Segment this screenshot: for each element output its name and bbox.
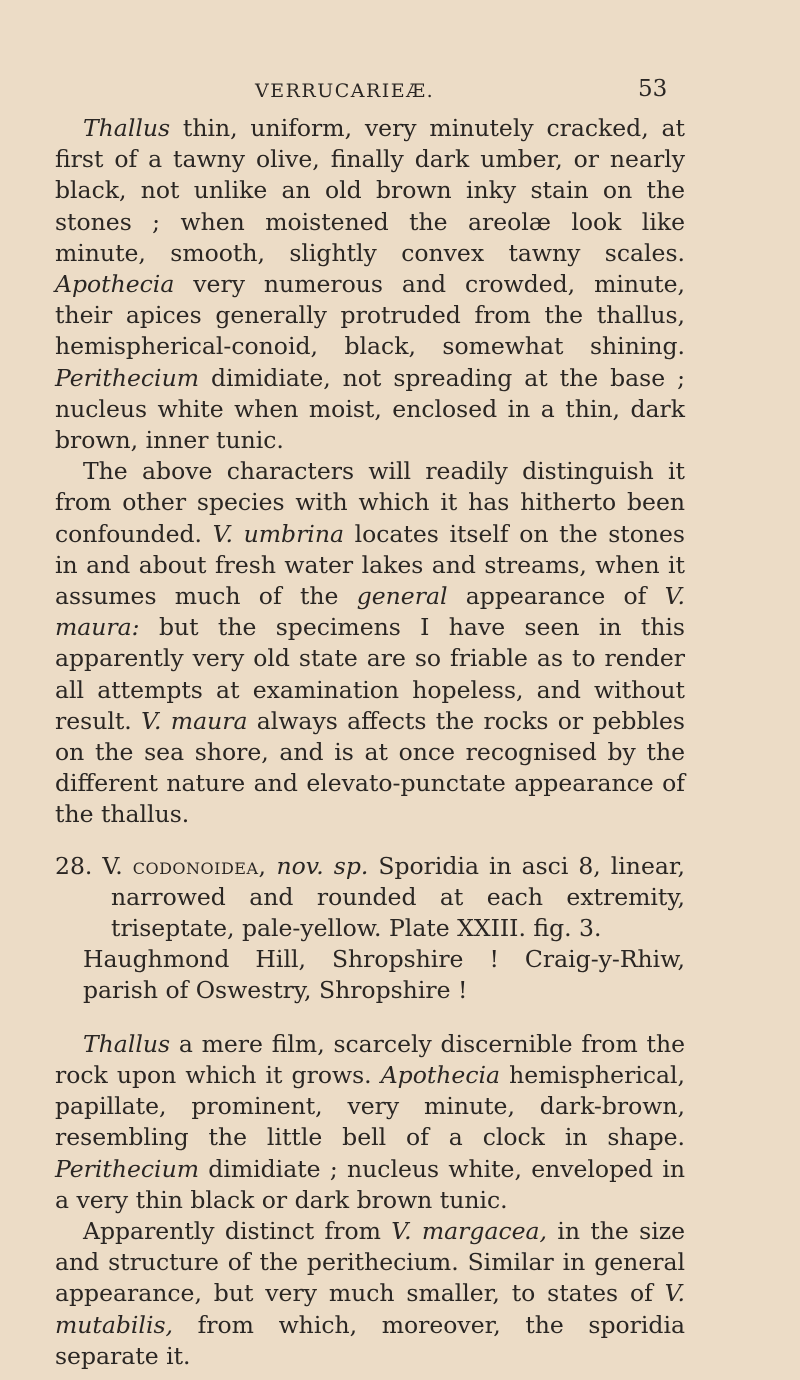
species-epithet: codonoidea, xyxy=(132,851,267,880)
text-run: Apparently distinct from xyxy=(83,1216,392,1245)
text-run: a mere film, scarcely discernible from the rock upon which it grows. xyxy=(55,1029,685,1089)
species-name: V. umbrina xyxy=(212,519,344,548)
text-run: always affects the rocks or pebbles on the sea shore, and is at once recognised by the different nature and elevato-punctate appearance of the thallus. xyxy=(55,706,685,829)
term-apothecia: Apothecia xyxy=(55,270,175,299)
text-run: dimidiate ; nucleus white, enveloped in a very thin black or dark brown tunic. xyxy=(55,1154,685,1214)
term-apothecia: Apothecia xyxy=(380,1060,501,1089)
species-name: V. margacea, xyxy=(391,1216,548,1245)
species-entry-28 xyxy=(55,851,685,945)
species-name: V. maura xyxy=(141,706,248,735)
paragraph-comparison xyxy=(55,456,685,830)
emphasis: general xyxy=(356,582,448,611)
term-perithecium: Perithecium xyxy=(55,1154,199,1183)
page-number: 53 xyxy=(638,76,668,102)
text-run: but the specimens I have seen in this apparently very old state are so friable as to render all attempts at examination hopeless, and without result. xyxy=(55,613,685,735)
term-perithecium: Perithecium xyxy=(55,363,199,392)
term-thallus: Thallus xyxy=(83,114,171,142)
entry-description: Sporidia in asci 8, linear, narrowed and rounded at each extremity, triseptate, pale-yellow. Plate XXIII. fig. 3. xyxy=(111,851,685,943)
locality-paragraph: Haughmond Hill, Shropshire ! Craig-y-Rhiw, parish of Oswestry, Shropshire ! xyxy=(83,945,685,1005)
paragraph-thallus-description xyxy=(55,113,685,456)
species-name: V. maura: xyxy=(55,582,685,642)
nov-sp-label: nov. sp. xyxy=(276,851,369,880)
paragraph-thallus-film xyxy=(55,1029,685,1216)
text-run: dimidiate, not spreading at the base ; nucleus white when moist, enclosed in a thin, dark brown, inner tunic. xyxy=(55,363,685,455)
text-run: locates itself on the stones in and about fresh water lakes and streams, when it assumes much of the xyxy=(55,519,685,611)
body-text xyxy=(55,113,685,1372)
entry-number: 28. V. xyxy=(55,851,133,880)
text-run: from which, moreover, the sporidia separate it. xyxy=(55,1310,685,1370)
term-thallus: Thallus xyxy=(83,1029,171,1058)
text-run: in the size and structure of the perithecium. Similar in general appearance, but very much smaller, to states of xyxy=(55,1216,685,1308)
species-name: V. mutabilis, xyxy=(55,1279,685,1339)
paragraph-distinction xyxy=(55,1216,685,1372)
text-run: appearance of xyxy=(447,582,665,611)
text-run: thin, uniform, very minutely cracked, at first of a tawny olive, finally dark umber, or nearly black, not unlike an old brown inky stain on the stones ; when moistened the areolæ look like minute, smooth, slightly convex tawny scales. xyxy=(55,114,685,267)
running-title: VERRUCARIEÆ. xyxy=(255,80,435,102)
text-run: very numerous and crowded, minute, their apices generally protruded from the thallus, hemispherical-conoid, black, somewhat shining. xyxy=(55,270,685,361)
text-run: hemispherical, papillate, prominent, very minute, dark-brown, resembling the little bell of a clock in shape. xyxy=(55,1060,685,1152)
text-run: The above characters will readily distinguish it from other species with which it has hitherto been confounded. xyxy=(55,457,685,548)
